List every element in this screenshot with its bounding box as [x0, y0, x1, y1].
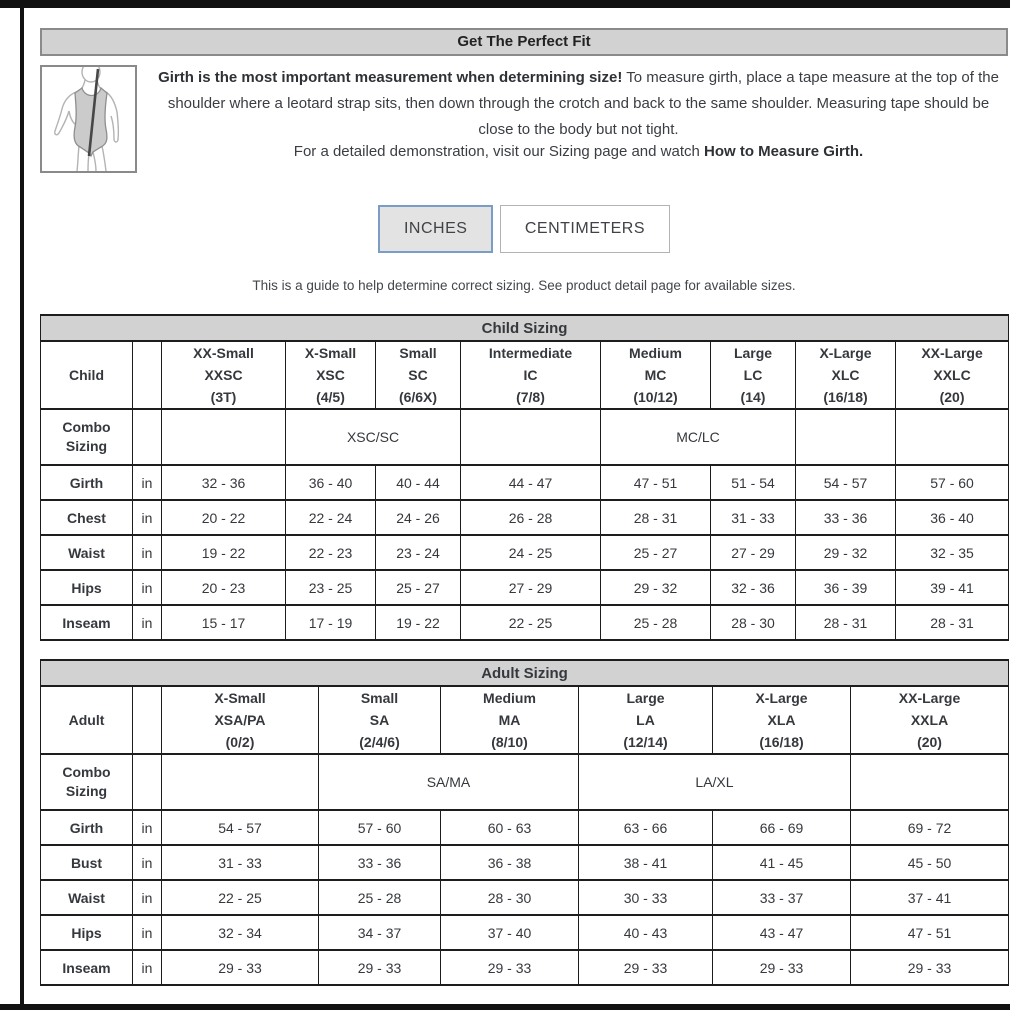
measurement-value: 32 - 36 [162, 465, 286, 500]
combo-sizing-row [41, 754, 1009, 810]
measurement-value: 28 - 30 [711, 605, 796, 640]
combo-sizing-cell: LA/XL [579, 754, 851, 810]
measurement-label: Hips [41, 915, 133, 950]
measurement-row [41, 810, 1009, 845]
measurement-value: 47 - 51 [851, 915, 1009, 950]
unit-toggle [40, 205, 1008, 253]
measurement-value: 40 - 44 [376, 465, 461, 500]
size-column-header: Medium MC (10/12) [601, 341, 711, 409]
measurement-value: 20 - 23 [162, 570, 286, 605]
inches-button[interactable]: INCHES [378, 205, 493, 253]
measurement-value: 29 - 33 [579, 950, 713, 985]
unit-cell: in [133, 950, 162, 985]
group-label: Child [41, 341, 133, 409]
measurement-value: 19 - 22 [376, 605, 461, 640]
table-title: Adult Sizing [41, 660, 1009, 686]
measurement-value: 28 - 30 [441, 880, 579, 915]
leotard-figure-icon [42, 67, 135, 171]
size-column-header: X-Large XLA (16/18) [713, 686, 851, 754]
measurement-label: Hips [41, 570, 133, 605]
combo-sizing-cell [896, 409, 1009, 465]
measurement-value: 57 - 60 [319, 810, 441, 845]
size-column-header: Medium MA (8/10) [441, 686, 579, 754]
size-column-header: X-Small XSA/PA (0/2) [162, 686, 319, 754]
window-frame-left [20, 0, 24, 1010]
measurement-row [41, 535, 1009, 570]
measurement-value: 36 - 40 [286, 465, 376, 500]
measurement-value: 39 - 41 [896, 570, 1009, 605]
measurement-value: 36 - 38 [441, 845, 579, 880]
measurement-value: 28 - 31 [601, 500, 711, 535]
measurement-label: Chest [41, 500, 133, 535]
adult-sizing-table [40, 659, 1008, 986]
measurement-value: 45 - 50 [851, 845, 1009, 880]
size-header-row [41, 341, 1009, 409]
combo-sizing-cell [162, 409, 286, 465]
unit-cell: in [133, 810, 162, 845]
combo-sizing-cell [461, 409, 601, 465]
measurement-value: 29 - 33 [851, 950, 1009, 985]
measurement-value: 26 - 28 [461, 500, 601, 535]
measurement-value: 47 - 51 [601, 465, 711, 500]
measurement-value: 27 - 29 [461, 570, 601, 605]
unit-cell: in [133, 915, 162, 950]
measurement-value: 25 - 28 [601, 605, 711, 640]
measurement-value: 20 - 22 [162, 500, 286, 535]
unit-cell: in [133, 880, 162, 915]
girth-lead-text: Girth is the most important measurement when determining size! [158, 69, 623, 86]
measurement-value: 24 - 25 [461, 535, 601, 570]
measurement-value: 29 - 33 [319, 950, 441, 985]
size-column-header: Large LC (14) [711, 341, 796, 409]
measurement-value: 28 - 31 [896, 605, 1009, 640]
measurement-row [41, 845, 1009, 880]
page-title: Get The Perfect Fit [40, 28, 1008, 56]
measurement-value: 33 - 37 [713, 880, 851, 915]
measurement-value: 60 - 63 [441, 810, 579, 845]
measurement-value: 69 - 72 [851, 810, 1009, 845]
size-column-header: Small SC (6/6X) [376, 341, 461, 409]
size-column-header: X-Small XSC (4/5) [286, 341, 376, 409]
measurement-value: 19 - 22 [162, 535, 286, 570]
measurement-value: 25 - 27 [376, 570, 461, 605]
measurement-row [41, 570, 1009, 605]
unit-cell: in [133, 570, 162, 605]
measurement-value: 37 - 40 [441, 915, 579, 950]
unit-cell: in [133, 605, 162, 640]
size-column-header: XX-Large XXLC (20) [896, 341, 1009, 409]
window-frame-bottom [0, 1004, 1010, 1010]
measurement-value: 22 - 23 [286, 535, 376, 570]
demo-text: For a detailed demonstration, visit our Sizing page and watch [293, 143, 705, 160]
measurement-value: 54 - 57 [796, 465, 896, 500]
measurement-value: 23 - 25 [286, 570, 376, 605]
girth-intro-section [40, 65, 1008, 173]
measurement-value: 15 - 17 [162, 605, 286, 640]
unit-header-cell [133, 686, 162, 754]
window-frame-top [0, 0, 1010, 8]
measurement-label: Bust [41, 845, 133, 880]
girth-instructions [137, 65, 1008, 160]
measurement-label: Girth [41, 810, 133, 845]
measurement-value: 37 - 41 [851, 880, 1009, 915]
measurement-value: 29 - 33 [162, 950, 319, 985]
measurement-value: 36 - 39 [796, 570, 896, 605]
measurement-row [41, 500, 1009, 535]
combo-sizing-label: Combo Sizing [41, 409, 133, 465]
measurement-label: Waist [41, 535, 133, 570]
combo-sizing-cell [851, 754, 1009, 810]
measurement-label: Inseam [41, 950, 133, 985]
table-title: Child Sizing [41, 315, 1009, 341]
unit-cell: in [133, 845, 162, 880]
page [40, 8, 1008, 986]
measurement-row [41, 950, 1009, 985]
measurement-value: 44 - 47 [461, 465, 601, 500]
measurement-value: 43 - 47 [713, 915, 851, 950]
measurement-value: 23 - 24 [376, 535, 461, 570]
measurement-value: 32 - 36 [711, 570, 796, 605]
measurement-value: 38 - 41 [579, 845, 713, 880]
measurement-value: 33 - 36 [796, 500, 896, 535]
measurement-label: Girth [41, 465, 133, 500]
size-column-header: XX-Large XXLA (20) [851, 686, 1009, 754]
size-column-header: XX-Small XXSC (3T) [162, 341, 286, 409]
combo-sizing-cell: XSC/SC [286, 409, 461, 465]
unit-header-cell [133, 341, 162, 409]
measurement-value: 25 - 28 [319, 880, 441, 915]
measurement-value: 66 - 69 [713, 810, 851, 845]
size-column-header: X-Large XLC (16/18) [796, 341, 896, 409]
combo-sizing-cell: SA/MA [319, 754, 579, 810]
measurement-value: 57 - 60 [896, 465, 1009, 500]
size-column-header: Large LA (12/14) [579, 686, 713, 754]
measurement-value: 32 - 35 [896, 535, 1009, 570]
child-sizing-table [40, 314, 1008, 641]
measurement-value: 29 - 32 [601, 570, 711, 605]
measurement-row [41, 915, 1009, 950]
measurement-value: 22 - 24 [286, 500, 376, 535]
unit-cell: in [133, 535, 162, 570]
sizing-guide-note: This is a guide to help determine correct sizing. See product detail page for available sizes. [252, 278, 796, 293]
measurement-value: 31 - 33 [711, 500, 796, 535]
group-label: Adult [41, 686, 133, 754]
demo-bold-text: How to Measure Girth. [704, 143, 864, 160]
size-column-header: Intermediate IC (7/8) [461, 341, 601, 409]
measurement-value: 28 - 31 [796, 605, 896, 640]
combo-unit-cell [133, 754, 162, 810]
combo-unit-cell [133, 409, 162, 465]
measurement-value: 27 - 29 [711, 535, 796, 570]
size-header-row [41, 686, 1009, 754]
measurement-value: 25 - 27 [601, 535, 711, 570]
measurement-value: 63 - 66 [579, 810, 713, 845]
measurement-value: 33 - 36 [319, 845, 441, 880]
measurement-value: 54 - 57 [162, 810, 319, 845]
measurement-value: 34 - 37 [319, 915, 441, 950]
measurement-value: 29 - 33 [713, 950, 851, 985]
measurement-row [41, 880, 1009, 915]
measurement-value: 40 - 43 [579, 915, 713, 950]
measurement-value: 22 - 25 [461, 605, 601, 640]
measurement-value: 29 - 33 [441, 950, 579, 985]
measurement-label: Waist [41, 880, 133, 915]
measurement-value: 51 - 54 [711, 465, 796, 500]
measurement-value: 41 - 45 [713, 845, 851, 880]
combo-sizing-cell [162, 754, 319, 810]
measurement-row [41, 605, 1009, 640]
measurement-value: 17 - 19 [286, 605, 376, 640]
measurement-value: 32 - 34 [162, 915, 319, 950]
girth-body-text: To measure girth, place a tape measure at the top of the shoulder where a leotard strap sits, then down through the crotch and back to the same shoulder. Measuring tape should be close to the body but not tight. [167, 69, 999, 138]
combo-sizing-row [41, 409, 1009, 465]
girth-measurement-diagram [40, 65, 137, 173]
combo-sizing-cell: MC/LC [601, 409, 796, 465]
measurement-value: 36 - 40 [896, 500, 1009, 535]
size-column-header: Small SA (2/4/6) [319, 686, 441, 754]
measurement-value: 29 - 32 [796, 535, 896, 570]
measurement-row [41, 465, 1009, 500]
measurement-label: Inseam [41, 605, 133, 640]
unit-cell: in [133, 500, 162, 535]
measurement-value: 31 - 33 [162, 845, 319, 880]
combo-sizing-label: Combo Sizing [41, 754, 133, 810]
unit-cell: in [133, 465, 162, 500]
measurement-value: 30 - 33 [579, 880, 713, 915]
measurement-value: 22 - 25 [162, 880, 319, 915]
combo-sizing-cell [796, 409, 896, 465]
centimeters-button[interactable]: CENTIMETERS [500, 205, 670, 253]
measurement-value: 24 - 26 [376, 500, 461, 535]
